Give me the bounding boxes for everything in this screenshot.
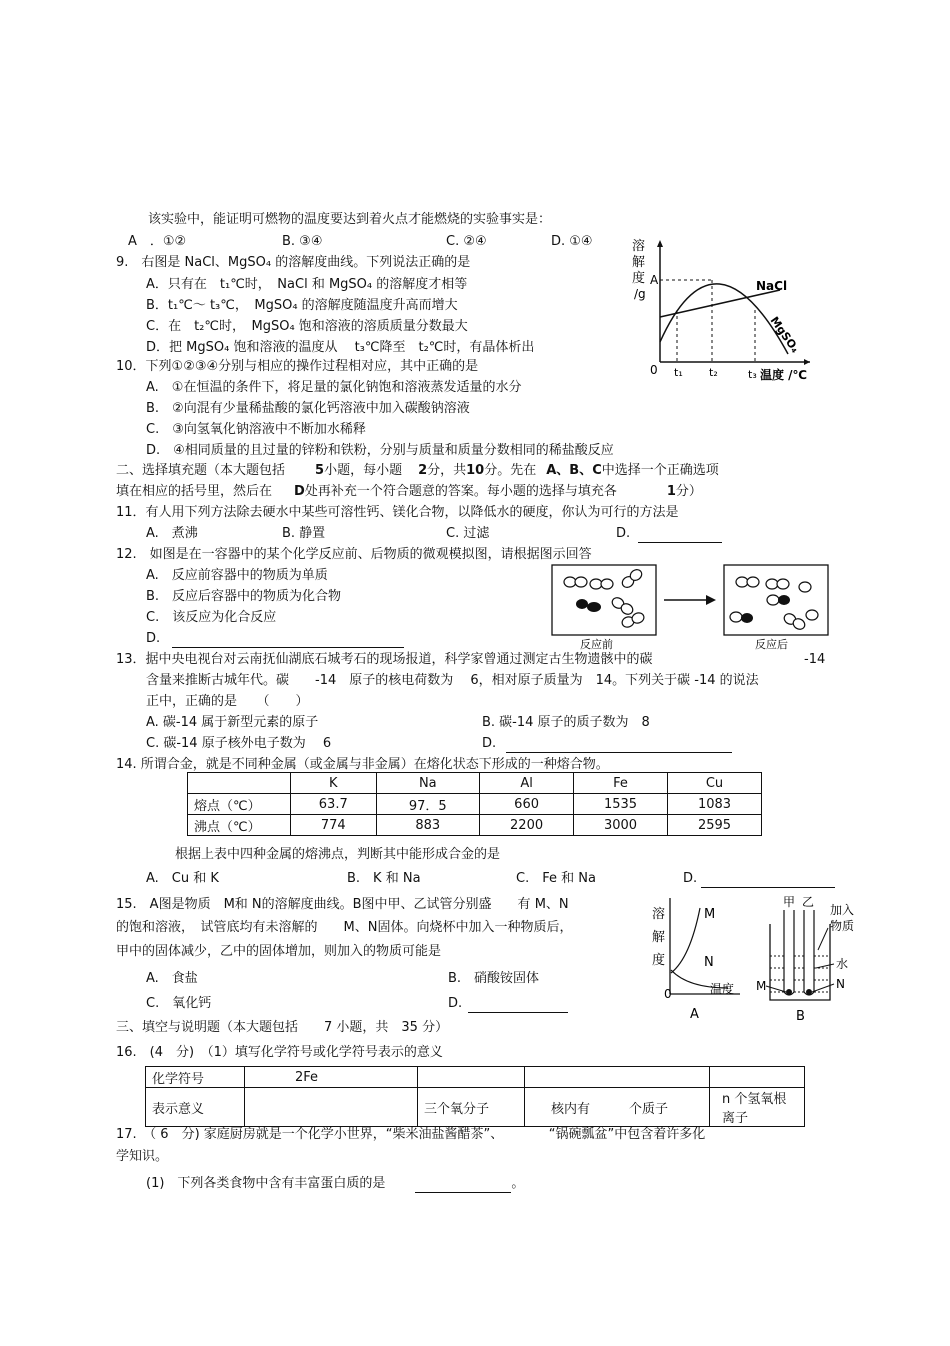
chart-label-mgso4: MgSO₄ (767, 314, 802, 356)
figb-label-jia: 甲 (783, 895, 796, 909)
q15-line1: 15. A图是物质 M和 N的溶解度曲线。B图中甲、乙试管分别盛 有 M、N (116, 897, 569, 912)
q10-option-c: C. ③向氢氧化钠溶液中不断加水稀释 (146, 422, 366, 437)
q12-option-d: D. (146, 630, 404, 648)
q14-after: 根据上表中四种金属的熔沸点，判断其中能形成合金的是 (175, 847, 501, 862)
table-cell: 1083 (668, 794, 762, 815)
q13-line1-end: -14 (804, 652, 826, 667)
q17-line1: 17. （ 6 分) 家庭厨房就是一个化学小世界，“柴米油盐酱醋茶”、 “锅碗瓢盆”中包含着许多化 (116, 1127, 706, 1142)
table-cell: 2200 (480, 815, 574, 836)
chart-xlabel: 温度 /℃ (760, 368, 808, 382)
q11-answer-blank[interactable] (638, 529, 722, 543)
figb-label-add1: 加入 (830, 903, 855, 917)
table-header-row (188, 773, 762, 794)
reaction-micro-diagram (550, 562, 832, 650)
table-row (188, 815, 762, 836)
q13-line2: 含量来推断古城年代。碳 -14 原子的核电荷数为 6，相对原子质量为 14。下列关于碳 -14 的说法 (146, 673, 759, 688)
table-cell: 2595 (668, 815, 762, 836)
table-cell: 660 (480, 794, 574, 815)
chemical-symbol-table (145, 1066, 805, 1127)
q15-option-c: C. 氧化钙 (146, 996, 212, 1011)
q17-line2: 学知识。 (116, 1149, 169, 1164)
q8-option-a: A ．①② (128, 234, 187, 249)
q15-option-b: B. 硝酸铵固体 (448, 971, 540, 986)
section2-line1: 二、选择填充题（本大题包括 5小题，每小题 2分，共10分。先在 A、B、C中选择一个正确选项 (116, 463, 719, 478)
table-cell: 97．5 (376, 794, 480, 815)
q9-option-c: C．在 t₂℃时， MgSO₄ 饱和溶液的溶质质量分数最大 (146, 319, 468, 334)
figb-label-add2: 物质 (830, 919, 855, 933)
chart-ylabel-1: 溶 (632, 239, 646, 254)
q14-option-c: C. Fe 和 Na (516, 871, 596, 886)
chart-label-a: A (650, 273, 659, 287)
figa-origin: 0 (664, 987, 672, 1001)
q8-option-b: B. ③④ (282, 234, 323, 249)
table-header-cell: Al (480, 773, 574, 794)
q13-option-b: B. 碳-14 原子的质子数为 8 (482, 715, 650, 730)
table-cell: 表示意义 (146, 1088, 245, 1127)
q15-answer-blank[interactable] (468, 999, 568, 1013)
q10-option-b: B. ②向混有少量稀盐酸的氯化钙溶液中加入碳酸钠溶液 (146, 401, 470, 416)
table-cell: 沸点（℃） (188, 815, 291, 836)
table-cell: 2Fe (245, 1067, 418, 1088)
chart-origin: 0 (650, 363, 658, 377)
q13-option-d: D. (482, 735, 732, 753)
figa-ylabel-1: 溶 (652, 907, 666, 922)
m-curve (671, 908, 700, 973)
q12-stem: 12. 如图是在一容器中的某个化学反应前、后物质的微观模拟图，请根据图示回答 (116, 547, 592, 562)
figa-label-m: M (704, 907, 716, 922)
q14-option-b: B. K 和 Na (347, 871, 421, 886)
figb-label-yi: 乙 (802, 895, 815, 909)
table-cell: 774 (291, 815, 377, 836)
figb-caption: B (796, 1009, 805, 1024)
q14-answer-blank[interactable] (701, 874, 835, 888)
figb-label-water: 水 (836, 957, 849, 971)
q13-option-c: C. 碳-14 原子核外电子数为 6 (146, 736, 332, 751)
table-cell: 化学符号 (146, 1067, 245, 1088)
chart-label-nacl: NaCl (756, 279, 788, 293)
table-cell[interactable] (710, 1067, 805, 1088)
table-cell[interactable] (418, 1067, 525, 1088)
q13-answer-blank[interactable] (506, 739, 732, 753)
figa-caption: A (690, 1007, 699, 1022)
table-cell: 1535 (574, 794, 668, 815)
q13-option-a: A. 碳-14 属于新型元素的原子 (146, 715, 319, 730)
chart-tick-t1: t₁ (674, 366, 683, 379)
reaction-before-label: 反应前 (580, 638, 613, 650)
beaker-test-tubes-diagram (750, 888, 858, 1026)
mgso4-curve (660, 284, 788, 354)
table-header-cell: Fe (574, 773, 668, 794)
figb-label-n: N (836, 977, 845, 991)
table-cell: 63.7 (291, 794, 377, 815)
q13-line3: 正中，正确的是 （ ） (146, 694, 309, 709)
q12-option-a: A. 反应前容器中的物质为单质 (146, 568, 328, 583)
figa-ylabel-2: 解 (652, 930, 666, 945)
q14-option-d: D. (683, 870, 835, 888)
table-header-cell: Cu (668, 773, 762, 794)
q8-option-d: D. ①④ (551, 234, 593, 249)
q10-option-d: D. ④相同质量的且过量的锌粉和铁粉，分别与质量和质量分数相同的稀盐酸反应 (146, 443, 614, 458)
q15-option-d: D. (448, 995, 568, 1013)
q16-stem: 16. (4 分) （1）填写化学符号或化学符号表示的意义 (116, 1045, 443, 1060)
table-cell[interactable] (525, 1067, 710, 1088)
q11-option-c: C. 过滤 (446, 526, 490, 541)
q14-option-a: A. Cu 和 K (146, 871, 219, 886)
metal-properties-table (187, 772, 762, 836)
figa-label-n: N (704, 955, 714, 970)
chart-tick-t2: t₂ (709, 366, 718, 379)
table-header-cell: Na (376, 773, 480, 794)
q11-option-d: D. (616, 525, 722, 543)
q9-stem: 9. 右图是 NaCl、MgSO₄ 的溶解度曲线。下列说法正确的是 (116, 255, 471, 270)
q12-answer-blank[interactable] (172, 634, 404, 648)
section2-line2: 填在相应的括号里，然后在 D处再补充一个符合题意的答案。每小题的选择与填充各 1分） (116, 484, 702, 499)
table-cell: 3000 (574, 815, 668, 836)
q14-stem: 14. 所谓合金，就是不同种金属（或金属与非金属）在熔化状态下形成的一种熔合物。 (116, 757, 609, 772)
q11-option-b: B. 静置 (282, 526, 326, 541)
figa-xlabel: 温度 (710, 982, 735, 996)
q12-option-b: B. 反应后容器中的物质为化合物 (146, 589, 342, 604)
q9-option-b: B．t₁℃～ t₃℃， MgSO₄ 的溶解度随温度升高而增大 (146, 298, 458, 313)
q9-option-d: D．把 MgSO₄ 饱和溶液的温度从 t₃℃降至 t₂℃时，有晶体析出 (146, 340, 535, 355)
chart-ylabel-4: /g (634, 287, 646, 301)
table-row (146, 1088, 805, 1127)
table-header-cell (188, 773, 291, 794)
q11-option-a: A. 煮沸 (146, 526, 198, 541)
table-row (146, 1067, 805, 1088)
q13-line1: 13．据中央电视台对云南抚仙湖底石城考石的现场报道，科学家曾通过测定古生物遗骸中的碳 (116, 652, 653, 667)
chart-ylabel-2: 解 (632, 255, 646, 270)
table-cell[interactable] (245, 1088, 418, 1127)
chart-ylabel-3: 度 (632, 271, 646, 286)
intro-line: 该实验中，能证明可燃物的温度要达到着火点才能燃烧的实验事实是： (148, 212, 552, 227)
section3-title: 三、填空与说明题（本大题包括 7 小题，共 35 分） (116, 1020, 449, 1035)
solubility-chart-nacl-mgso4 (620, 232, 816, 392)
chart-tick-t3: t₃ (748, 368, 757, 381)
table-cell: n 个氢氧根离子 (710, 1088, 805, 1127)
q10-option-a: A. ①在恒温的条件下，将足量的氯化钠饱和溶液蒸发适量的水分 (146, 380, 522, 395)
q15-option-a: A. 食盐 (146, 971, 198, 986)
table-cell: 三个氧分子 (418, 1088, 525, 1127)
table-header-cell: K (291, 773, 377, 794)
q17-answer-blank[interactable] (415, 1179, 511, 1193)
table-cell: 883 (376, 815, 480, 836)
reaction-after-label: 反应后 (755, 638, 788, 650)
q8-option-c: C. ②④ (446, 234, 487, 249)
q15-line3: 甲中的固体减少，乙中的固体增加，则加入的物质可能是 (116, 944, 442, 959)
table-cell: 核内有 个质子 (525, 1088, 710, 1127)
q12-option-c: C. 该反应为化合反应 (146, 610, 277, 625)
q10-stem: 10．下列①②③④分别与相应的操作过程相对应，其中正确的是 (116, 359, 479, 374)
q17-line3: (1) 下列各类食物中含有丰富蛋白质的是 。 (146, 1176, 525, 1191)
table-cell: 熔点（℃） (188, 794, 291, 815)
q15-line2: 的饱和溶液， 试管底均有未溶解的 M、N固体。向烧杯中加入一种物质后， (116, 920, 573, 935)
q11-stem: 11．有人用下列方法除去硬水中某些可溶性钙、镁化合物，以降低水的硬度，你认为可行的方法是 (116, 505, 679, 520)
table-row (188, 794, 762, 815)
figb-label-m: M (756, 979, 767, 993)
solubility-chart-m-n (648, 888, 748, 1024)
figa-ylabel-3: 度 (652, 953, 666, 968)
q9-option-a: A．只有在 t₁℃时， NaCl 和 MgSO₄ 的溶解度才相等 (146, 277, 468, 292)
